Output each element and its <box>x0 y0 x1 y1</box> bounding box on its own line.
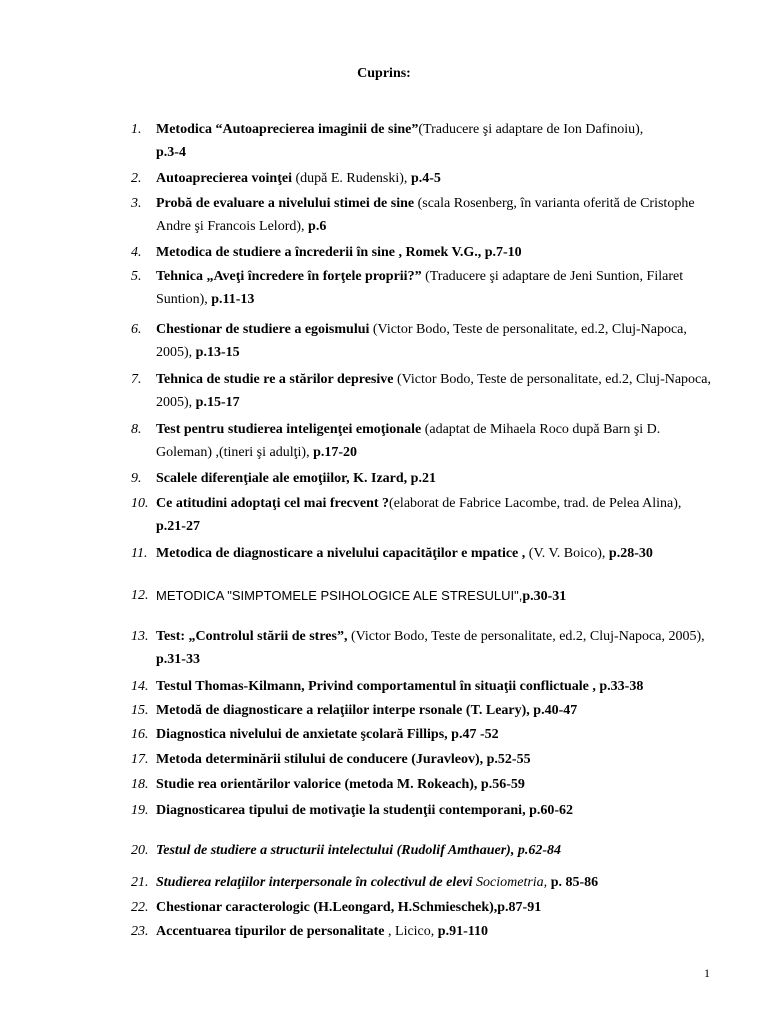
entry-pages: p.6 <box>308 219 327 234</box>
entry-note: (Victor Bodo, Teste de personalitate, ed.2, Cluj-Napoca, 2005), <box>156 372 711 410</box>
entry-number: 10. <box>131 496 149 511</box>
entry-title: Accentuarea tipurilor de personalitate <box>156 924 385 939</box>
entry-title: Metodica “Autoaprecierea imaginii de sine” <box>156 122 419 137</box>
entry-number: 3. <box>131 196 142 211</box>
entry-number: 17. <box>131 752 149 767</box>
entry-number: 9. <box>131 471 142 486</box>
toc-entry <box>131 118 711 164</box>
entry-number: 23. <box>131 924 149 939</box>
entry-title: Metodica de diagnosticare a nivelului capacităţilor e mpatice , <box>156 546 526 561</box>
entry-pages: p. 85-86 <box>547 875 599 890</box>
entry-note: (după E. Rudenski), <box>291 171 411 186</box>
entry-number: 8. <box>131 422 142 437</box>
toc-entry <box>131 368 711 414</box>
toc-entry <box>131 896 711 919</box>
entry-title: Tehnica „Aveţi încredere în forţele proprii?” <box>156 269 422 284</box>
entry-title: Test: „Controlul stării de stres”, <box>156 629 351 644</box>
entry-pages: p.15-17 <box>195 395 240 410</box>
entry-number: 20. <box>131 843 149 858</box>
entry-note: Sociometria, <box>476 875 548 890</box>
entry-title: Metodica de studiere a încrederii în sine , Romek V.G., p.7-10 <box>156 245 522 260</box>
entry-number: 14. <box>131 679 149 694</box>
entry-number: 19. <box>131 803 149 818</box>
toc-entry <box>131 920 711 943</box>
entry-title: METODICA "SIMPTOMELE PSIHOLOGICE ALE STRESULUI", <box>156 588 523 603</box>
entry-title: Diagnostica nivelului de anxietate şcolară Fillips, p.47 -52 <box>156 727 499 742</box>
entry-title: Diagnosticarea tipului de motivaţie la studenţii contemporani, p.60-62 <box>156 803 574 818</box>
entry-pages: p.13-15 <box>195 345 240 360</box>
entry-note: , Licico, <box>384 924 438 939</box>
entry-title: Test pentru studierea inteligenţei emoţionale <box>156 422 422 437</box>
entry-pages: p.11-13 <box>211 292 255 307</box>
entry-title: Autoaprecierea voinţei <box>156 171 292 186</box>
toc-entry <box>131 542 711 565</box>
toc-entry <box>131 167 711 190</box>
entry-pages: p.31-33 <box>156 652 200 667</box>
toc-entry <box>131 675 711 698</box>
entry-pages: p.3-4 <box>156 145 186 160</box>
entry-number: 18. <box>131 777 149 792</box>
entry-number: 5. <box>131 269 142 284</box>
entry-number: 13. <box>131 629 149 644</box>
entry-pages: p.4-5 <box>410 171 441 186</box>
entry-title: Chestionar de studiere a egoismului <box>156 322 370 337</box>
entry-title: Testul de studiere a structurii intelectului (Rudolif Amthauer), p.62-84 <box>156 843 562 858</box>
entry-note: (Traducere şi adaptare de Ion Dafinoiu), <box>418 122 644 137</box>
entry-title: Scalele diferenţiale ale emoţiilor, K. Izard, p.21 <box>156 471 436 486</box>
entry-pages: p.30-31 <box>522 589 567 604</box>
toc-entry <box>131 748 711 771</box>
toc-entry <box>131 773 711 796</box>
toc-entry <box>131 241 711 264</box>
entry-number: 11. <box>131 546 148 561</box>
entry-number: 4. <box>131 245 142 260</box>
page-number: 1 <box>704 966 710 980</box>
entry-number: 22. <box>131 900 149 915</box>
toc-entry <box>131 418 711 464</box>
entry-number: 2. <box>131 171 142 186</box>
entry-title: Metodă de diagnosticare a relaţiilor interpe rsonale (T. Leary), p.40-47 <box>156 703 578 718</box>
entry-title: Ce atitudini adoptaţi cel mai frecvent ? <box>156 496 390 511</box>
entry-pages: p.17-20 <box>313 445 358 460</box>
entry-title: Studierea relaţiilor interpersonale în colectivul de elevi <box>156 875 477 890</box>
entry-note: (Victor Bodo, Teste de personalitate, ed.2, Cluj-Napoca, 2005), <box>350 629 705 644</box>
entry-pages: p.28-30 <box>608 546 653 561</box>
entry-note: (scala Rosenberg, în varianta oferită de Cristophe Andre şi Francois Lelord), <box>156 196 695 234</box>
entry-number: 7. <box>131 372 142 387</box>
toc-entry <box>131 871 711 894</box>
entry-pages: p.91-110 <box>437 924 488 939</box>
entry-note: (elaborat de Fabrice Lacombe, trad. de Pelea Alina), <box>389 496 682 511</box>
entry-title: Studie rea orientărilor valorice (metoda M. Rokeach), p.56-59 <box>156 777 525 792</box>
entry-number: 15. <box>131 703 149 718</box>
entry-number: 12. <box>131 588 149 603</box>
entry-note: (Traducere şi adaptare de Jeni Suntion, Filaret Suntion), <box>156 269 684 307</box>
entry-title: Testul Thomas-Kilmann, Privind comportamentul în situaţii conflictuale , p.33-38 <box>156 679 644 694</box>
entry-note: (V. V. Boico), <box>525 546 609 561</box>
entry-title: Chestionar caracterologic (H.Leongard, H.Schmieschek),p.87-91 <box>156 900 542 915</box>
entry-pages: p.21-27 <box>156 519 200 534</box>
toc-entry <box>131 265 711 311</box>
toc-entry <box>131 699 711 722</box>
page-title: Cuprins: <box>357 66 411 81</box>
entry-note: (adaptat de Mihaela Roco după Barn şi D. Goleman) ,(tineri şi adulţi), <box>156 422 661 460</box>
toc-entry <box>131 492 711 538</box>
entry-number: 1. <box>131 122 142 137</box>
toc-entry <box>131 799 711 822</box>
entry-title: Probă de evaluare a nivelului stimei de sine <box>156 196 415 211</box>
entry-number: 6. <box>131 322 142 337</box>
toc-entry <box>131 318 711 364</box>
entry-note: (Victor Bodo, Teste de personalitate, ed.2, Cluj-Napoca, 2005), <box>156 322 687 360</box>
toc-entry <box>131 467 711 490</box>
toc-entry <box>131 192 711 238</box>
toc-entry <box>131 839 711 862</box>
entry-number: 21. <box>131 875 149 890</box>
entry-title: Metoda determinării stilului de conducere (Juravleov), p.52-55 <box>156 752 531 767</box>
toc-entry <box>131 584 711 608</box>
entry-title: Tehnica de studie re a stărilor depresive <box>156 372 394 387</box>
entry-number: 16. <box>131 727 149 742</box>
toc-entry <box>131 625 711 671</box>
toc-entry <box>131 723 711 746</box>
